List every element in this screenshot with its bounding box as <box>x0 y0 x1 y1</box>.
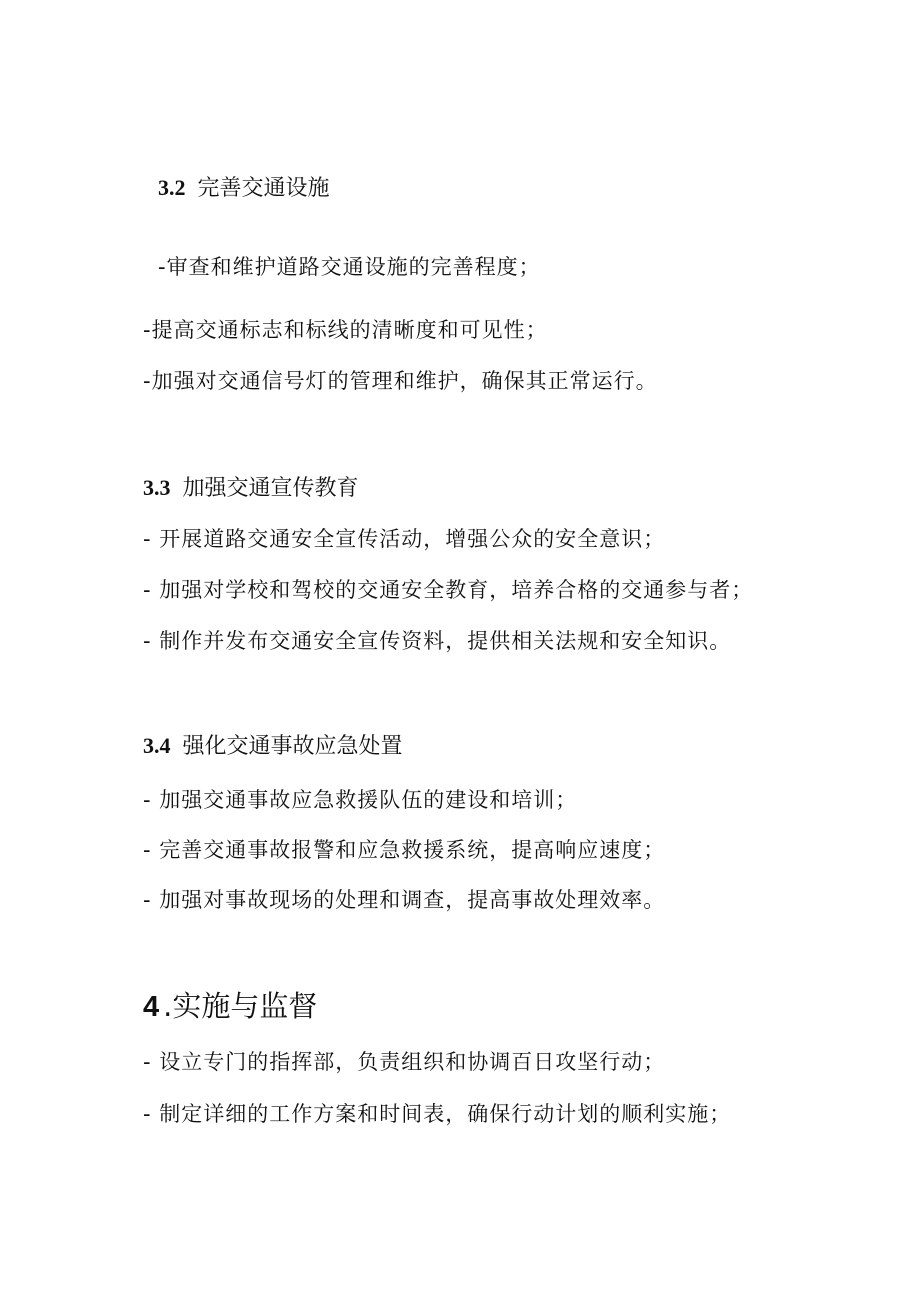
section-heading-3-3 <box>143 474 359 503</box>
section-number: 3.3 <box>143 475 171 500</box>
section-number: 3.4 <box>143 733 171 758</box>
section-heading-4 <box>143 988 317 1025</box>
section-number: 4 <box>143 991 160 1023</box>
list-item: - 制作并发布交通安全宣传资料，提供相关法规和安全知识。 <box>143 629 732 653</box>
list-item: -提高交通标志和标线的清晰度和可见性； <box>143 318 548 342</box>
list-item: - 设立专门的指挥部，负责组织和协调百日攻坚行动； <box>143 1050 666 1074</box>
list-item: - 加强对学校和驾校的交通安全教育，培养合格的交通参与者； <box>143 578 754 602</box>
list-item: - 加强交通事故应急救援队伍的建设和培训； <box>143 788 578 812</box>
section-number: 3.2 <box>158 175 186 200</box>
section-heading-3-4 <box>143 732 403 761</box>
section-title: 加强交通宣传教育 <box>182 476 359 501</box>
list-item: - 完善交通事故报警和应急救援系统，提高响应速度； <box>143 838 666 862</box>
section-title: 完善交通设施 <box>197 176 330 201</box>
list-item: -加强对交通信号灯的管理和维护，确保其正常运行。 <box>143 369 658 393</box>
list-item: - 加强对事故现场的处理和调查，提高事故处理效率。 <box>143 888 666 912</box>
section-heading-3-2 <box>158 174 330 203</box>
list-item: - 开展道路交通安全宣传活动，增强公众的安全意识； <box>143 527 666 551</box>
section-title: 强化交通事故应急处置 <box>182 734 403 759</box>
section-title: .实施与监督 <box>163 989 318 1023</box>
list-item: -审查和维护道路交通设施的完善程度； <box>158 255 541 279</box>
list-item: - 制定详细的工作方案和时间表，确保行动计划的顺利实施； <box>143 1102 732 1126</box>
